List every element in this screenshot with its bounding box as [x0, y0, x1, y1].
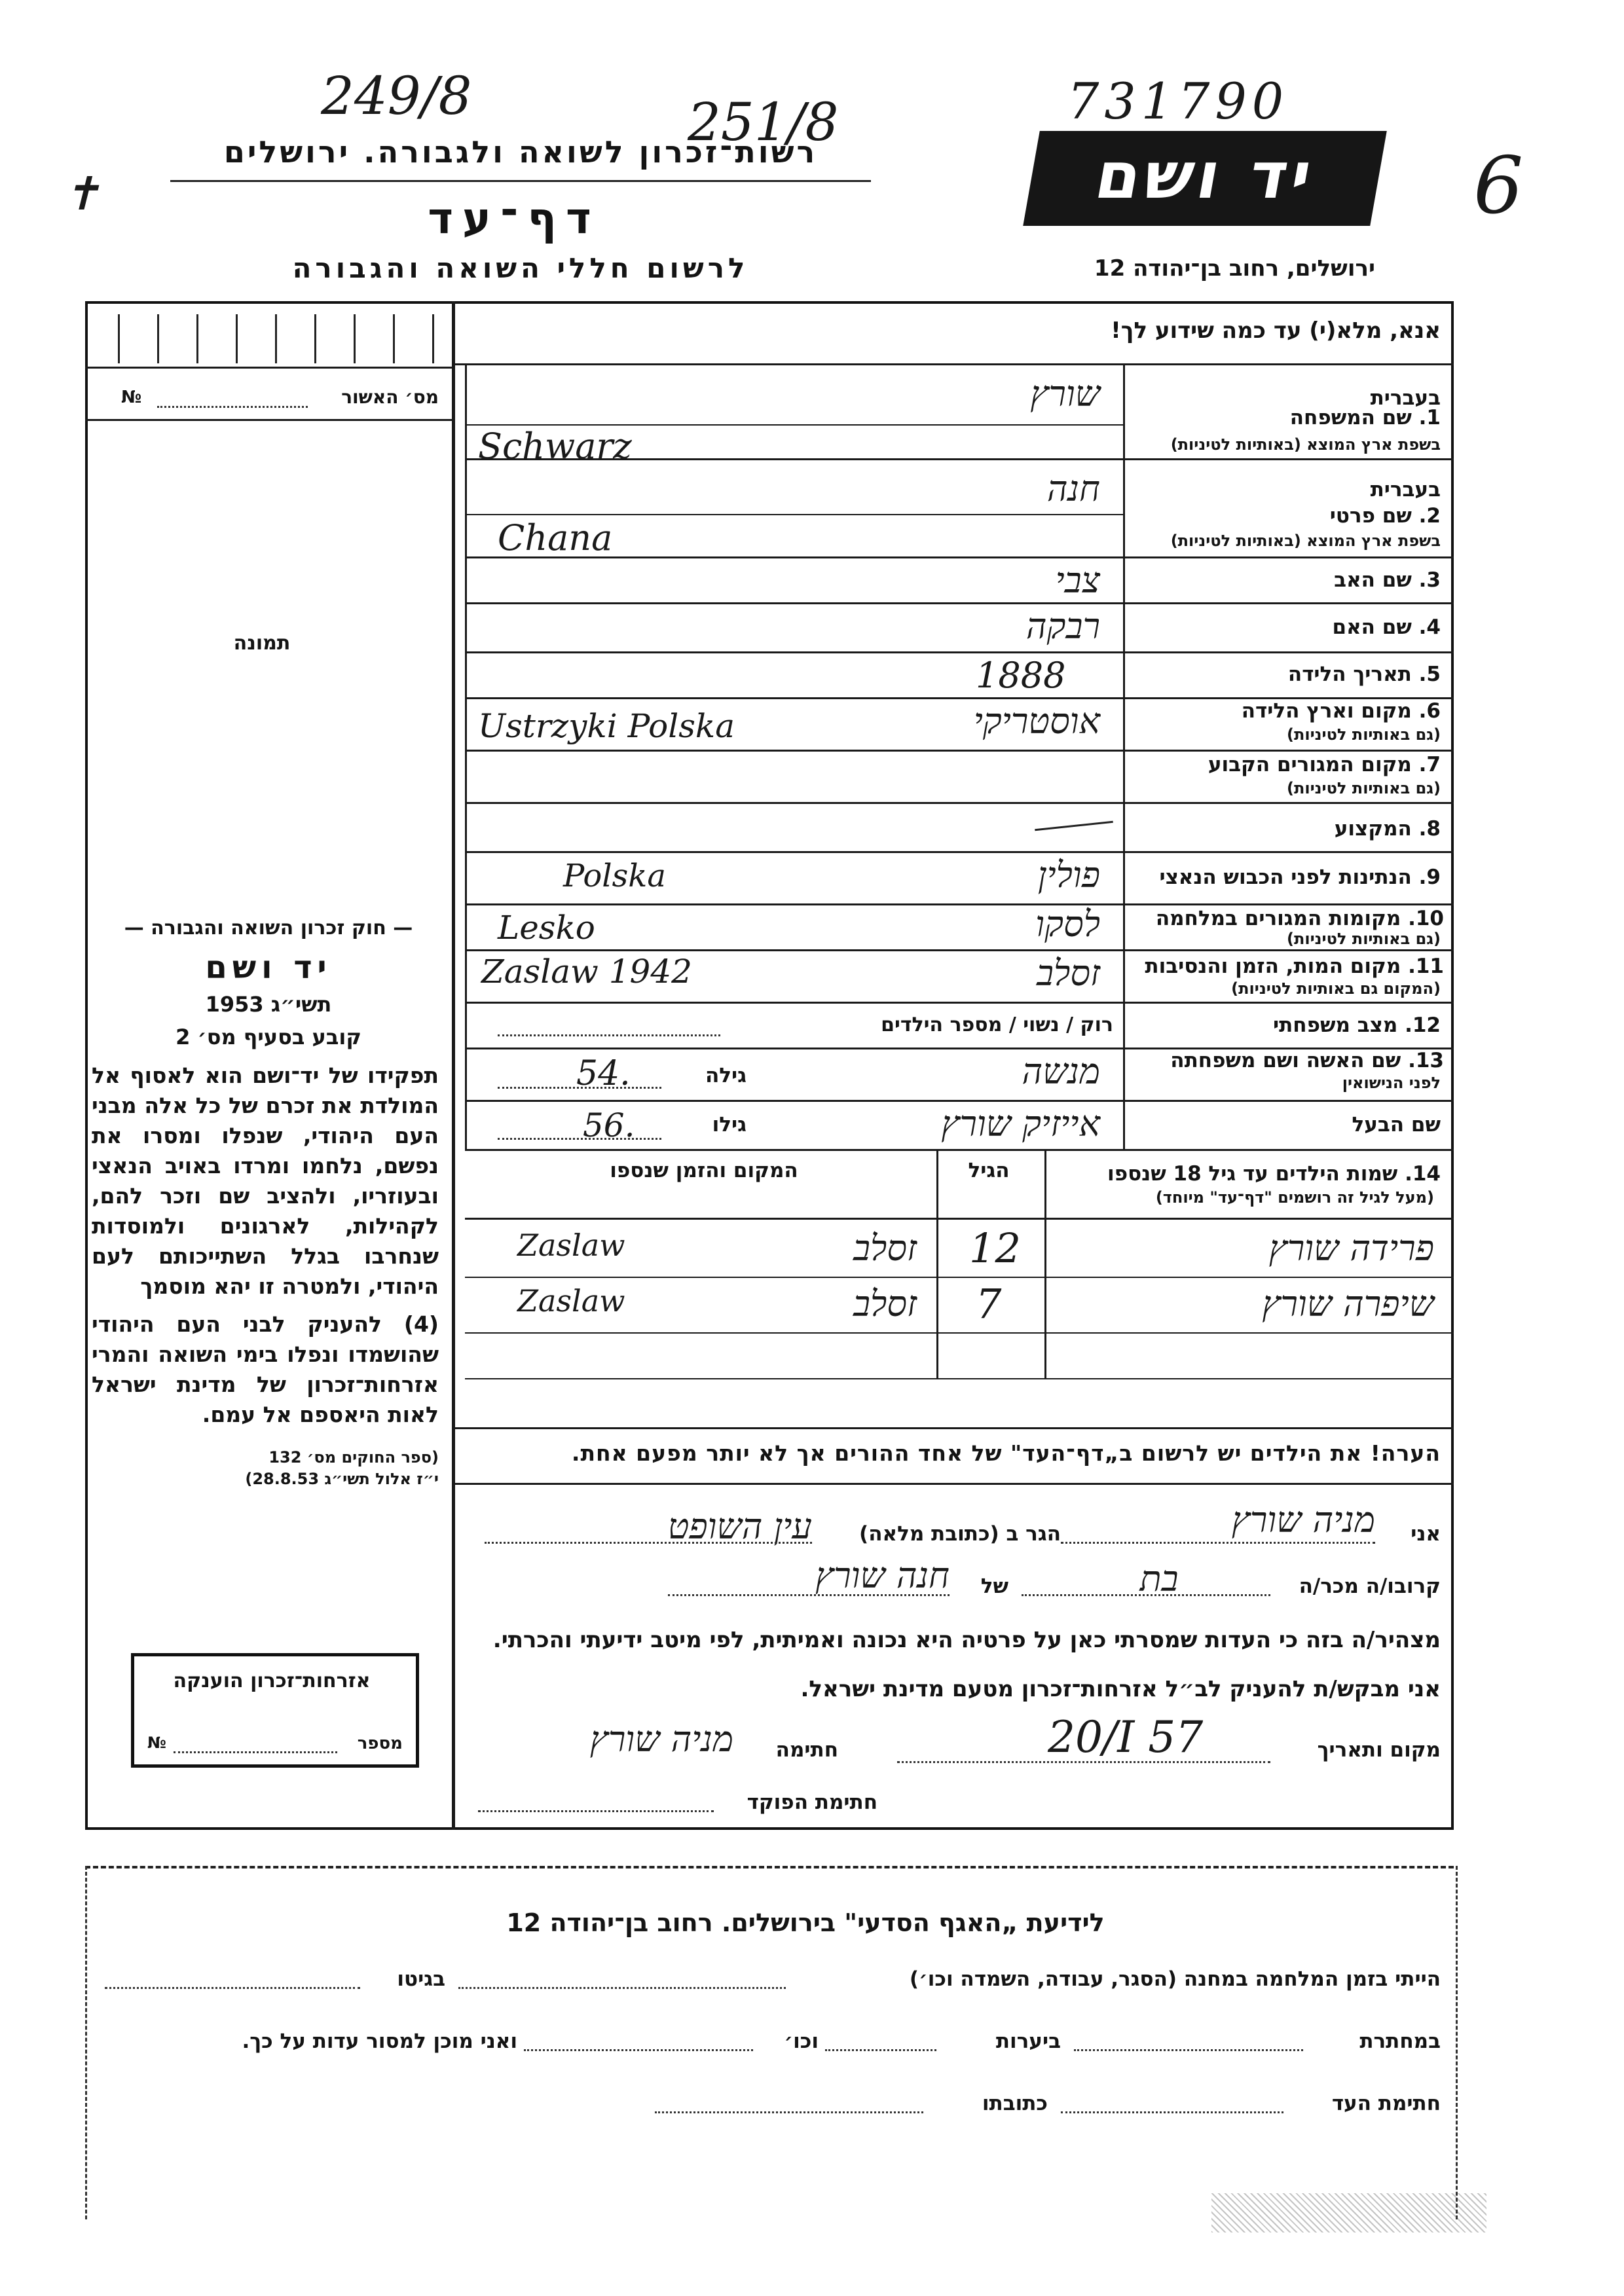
field-3-label [1139, 568, 1441, 592]
instruction-text: אנא, מלא(י) עד כמה שידוע לך! [1111, 318, 1441, 344]
top-left-ticks [118, 314, 439, 363]
row-line-7 [465, 802, 1454, 804]
field-6-num: 6. [1418, 699, 1441, 723]
date-value: 20/I 57 [1048, 1712, 1204, 1762]
field-7-sub: (גם באותיות לטיניות) [1287, 779, 1441, 797]
left-header-line [85, 367, 452, 369]
field-11-num: 11. [1408, 955, 1444, 978]
instruction-line [452, 363, 1454, 365]
field-1-sub: בשפת ארץ המוצא (באותיות לטיניות) [1170, 435, 1441, 454]
approval-number-line [157, 406, 308, 408]
bottom-title: לידיעת „האגף הסדעי" בירושלים. רחוב בן־יהודה 12 [506, 1908, 1105, 1937]
bottom-line2-dots-1 [1074, 2049, 1303, 2051]
declarant-name: מניה שורץ [1231, 1499, 1375, 1540]
relation-line [1022, 1594, 1270, 1596]
archive-number: 731790 [1067, 72, 1289, 130]
relative-of-value: חנה שורץ [815, 1555, 950, 1596]
bottom-line3-dots-2 [655, 2111, 923, 2113]
handwritten-reference-2: 251/8 [688, 92, 839, 153]
child-2-place-hebrew: זסלב [853, 1283, 917, 1324]
field-9-latin-value: Polska [563, 858, 666, 894]
bottom-line2-a: במחתרת [1359, 2030, 1441, 2053]
approval-no-label: № [121, 388, 142, 407]
field-12-name: מצב משפחתי [1272, 1013, 1398, 1037]
row-line-4 [465, 651, 1454, 653]
logo-text: יד ושם [1090, 139, 1321, 213]
field-9-name: הנתינות לפני הכבוש הנאצי [1159, 866, 1412, 889]
bottom-line2-d: ואני מוכן למסור עדות על כך. [242, 2030, 517, 2053]
field-10-label [1130, 907, 1444, 930]
children-heading: 14. שמות הילדים עד גיל 18 שנספו [1107, 1162, 1441, 1186]
form-title: דף־עד [428, 193, 600, 244]
field-12-label [1130, 1013, 1441, 1037]
children-col-divider-1 [1044, 1149, 1046, 1378]
field-13-name: שם האשה ושם משפחתה [1170, 1049, 1401, 1072]
place-date-label: מקום ותאריך [1317, 1738, 1441, 1762]
field-9-label [1130, 866, 1441, 889]
law-name: יד ושם [205, 949, 332, 986]
law-reference-1: (ספר החוקים מס׳ 132 [268, 1448, 439, 1467]
row-line-6 [465, 750, 1454, 752]
field-13-age-line [498, 1087, 661, 1089]
field-6-name: מקום וארץ הלידה [1241, 699, 1412, 723]
field-3-name: שם האב [1334, 568, 1412, 592]
field-11-label [1130, 955, 1444, 978]
field-13-age-value: 54. [576, 1054, 631, 1093]
field-2-sub: בשפת ארץ המוצא (באותיות לטיניות) [1170, 532, 1441, 550]
field-9-num: 9. [1418, 866, 1441, 889]
field-5-value: 1888 [976, 655, 1066, 696]
relative-of-line [668, 1594, 950, 1596]
law-section: קובע בסעיף מס׳ 2 [175, 1025, 361, 1049]
field-10-hebrew-value: לסקו [1035, 903, 1100, 945]
field-10-sub: (גם באותיות לטיניות) [1287, 930, 1441, 948]
field-13-sub: לפני הנישואין [1342, 1074, 1441, 1092]
bottom-line2-dots-3 [524, 2049, 753, 2051]
main-column-divider [452, 301, 455, 1830]
row-line-13 [465, 1100, 1454, 1102]
approval-label: מס׳ האשור [341, 386, 439, 408]
row-line-3 [465, 602, 1454, 604]
field-4-name: שם האם [1332, 615, 1412, 639]
husband-age-label: גילו [712, 1113, 747, 1137]
children-row-line-2 [465, 1332, 1454, 1334]
field-6-latin-value: Ustrzyki Polska [478, 707, 735, 745]
field-6-sub: (גם באותיות לטיניות) [1287, 725, 1441, 744]
child-2-name: שיפרה שורץ [1262, 1283, 1434, 1324]
field-5-name: תאריך הלידה [1287, 663, 1412, 686]
law-body: תפקידו של יד־ושם הוא לאסוף אל המולדת את זכרם של כל אלה מבני העם היהודי, שנפלו ומסרו את נפשם, נלחמו ומרדו באויב הנאצי ובעוזריו, ולהציב שם וזכר להם, לקהילות, לארגונים ולמוסדות שנחרבו בגלל השתייכותם לעם היהודי, ולמטרה זו יהא מוסמך [92, 1063, 439, 1299]
page-corner-number: 6 [1473, 141, 1524, 232]
law-clause-4: (4) להעניק לבני העם היהודי שהושמדו ונפלו בימי השואה והמרי אזרחות־זכרון של מדינת ישראל לאות היאספם אל עמם. [92, 1311, 439, 1427]
field-1-num: 1. [1418, 406, 1441, 429]
field-2-hebrew-value: חנה [1046, 468, 1100, 509]
child-1-name: פרידה שורץ [1268, 1228, 1434, 1269]
officer-label: חתימת הפוקד [747, 1791, 877, 1814]
field-10-num: 10. [1408, 907, 1444, 930]
declarant-address: עין השופט [667, 1506, 812, 1547]
declaration-text: מצהיר/ה בזה כי העדות שמסרתי כאן על פרטיה היא נכונה ואמיתית, לפי מיטב ידיעתי והכרתי. [492, 1627, 1441, 1653]
field-11-latin-value: Zaslaw 1942 [481, 953, 692, 991]
husband-age-value: 56. [583, 1106, 635, 1144]
row-line-14 [465, 1149, 1454, 1151]
field-12-options: רוק / נשוי / מספר הילדים [881, 1013, 1113, 1036]
bottom-line1-dots [458, 1987, 786, 1989]
field-5-label [1139, 663, 1441, 686]
law-reference-2: י״ז אלול תשי״ג 28.8.53) [245, 1470, 439, 1488]
field-2-lang-label: בעברית [1370, 478, 1441, 501]
husband-value: אייזיק שורץ [941, 1103, 1100, 1144]
citizenship-box [131, 1653, 419, 1768]
citizenship-no-label: № [147, 1734, 166, 1752]
field-4-label [1139, 615, 1441, 639]
field-5-num: 5. [1418, 663, 1441, 686]
authority-name: רשות־זכרון לשואה ולגבורה. ירושלים [223, 134, 818, 170]
row2-split [465, 514, 1123, 515]
children-row-line-3 [465, 1378, 1454, 1379]
date-line [897, 1761, 1270, 1763]
bottom-line2-c: וכו׳ [784, 2030, 819, 2053]
row-line-11 [465, 1002, 1454, 1004]
relation-value: בת [1139, 1558, 1179, 1599]
field-6-label [1139, 699, 1441, 723]
field-3-value: צבי [1055, 560, 1100, 601]
child-2-age: 7 [976, 1280, 1002, 1328]
scan-noise [1211, 2193, 1486, 2232]
field-12-num: 12. [1405, 1013, 1441, 1037]
child-1-place-hebrew: זסלב [853, 1228, 917, 1269]
declarant-address-line [485, 1542, 812, 1544]
relative-label: קרובו/ה מכר/ה [1299, 1575, 1441, 1598]
law-title: — חוק זכרון השואה והגבורה — [124, 917, 413, 939]
field-8-name: המקצוע [1334, 817, 1412, 841]
law-year: תשי״ג 1953 [205, 992, 332, 1017]
row-line-10 [465, 949, 1454, 951]
field-11-sub: (המקום גם באותיות לטיניות) [1231, 979, 1441, 998]
child-1-age: 12 [969, 1224, 1021, 1272]
declarant-ani: אני [1411, 1522, 1441, 1546]
field-2-latin-value: Chana [498, 517, 613, 558]
citizenship-number-line [174, 1751, 337, 1753]
row-line-8 [465, 851, 1454, 853]
value-left-divider [465, 363, 467, 1149]
declarant-resides-label: הגר ב (כתובת מלאה) [859, 1522, 1061, 1546]
yad-vashem-logo [1023, 131, 1387, 226]
bottom-line2-dots-2 [825, 2049, 936, 2051]
bottom-line3-dots-1 [1061, 2111, 1283, 2113]
margin-mark: ✝ [62, 167, 101, 221]
field-13-age-label: גילה [705, 1064, 747, 1087]
children-col-place: המקום והזמן שנספו [610, 1159, 798, 1182]
citizenship-box-title: אזרחות־זכרון הוענקה [173, 1669, 371, 1692]
field-4-value: רבקה [1025, 606, 1100, 647]
approval-bottom-line [85, 419, 452, 421]
bottom-line1-b: בגיטו [397, 1967, 445, 1991]
field-1-name: שם המשפחה [1289, 406, 1412, 429]
child-2-place-latin: Zaslaw [517, 1283, 625, 1319]
photo-label: תמונה [233, 632, 291, 655]
bottom-line3-a: חתימת העד [1331, 2092, 1441, 2115]
signature-value: מניה שורץ [589, 1719, 733, 1760]
signature-label: חתימה [775, 1738, 838, 1762]
field-2-label [1139, 504, 1441, 528]
field-1-hebrew-value: שורץ [1030, 373, 1100, 414]
field-2-num: 2. [1418, 504, 1441, 528]
address: ירושלים, רחוב בן־יהודה 12 [1094, 255, 1375, 282]
bottom-line1-dots-2 [105, 1987, 360, 1989]
husband-age-line [498, 1138, 661, 1140]
field-11-hebrew-value: זסלב [1036, 953, 1100, 994]
form-subtitle: לרשום חללי השואה והגבורה [292, 252, 749, 284]
children-col-age: הגיל [968, 1159, 1010, 1182]
field-2-name: שם פרטי [1329, 504, 1412, 528]
label-column-divider [1123, 363, 1125, 1149]
child-1-place-latin: Zaslaw [517, 1228, 625, 1263]
authority-underline [170, 180, 871, 182]
children-row-line-1 [465, 1277, 1454, 1278]
note-bottom-line [452, 1483, 1454, 1485]
field-9-hebrew-value: פולין [1037, 854, 1100, 896]
field-11-name: מקום המות, הזמן והנסיבות [1145, 955, 1401, 978]
citizenship-number-label: מספר [357, 1734, 403, 1753]
children-note: הערה! את הילדים יש לרשום ב„דף־העד" של אחד ההורים אך לא יותר מפעם אחת. [571, 1440, 1441, 1466]
field-10-latin-value: Lesko [498, 909, 595, 947]
declarant-name-line [1061, 1542, 1375, 1544]
field-7-name: מקום המגורים הקבוע [1208, 753, 1412, 776]
field-6-hebrew-value: אוסטריקי [973, 701, 1100, 742]
field-1-lang-label: בעברית [1370, 386, 1441, 410]
bottom-line1-a: הייתי בזמן המלחמה במחנה (הסגר, עבודה, השמדה וכו׳) [909, 1967, 1441, 1991]
field-7-label [1139, 753, 1441, 776]
field-8-num: 8. [1418, 817, 1441, 841]
field-1-label [1139, 406, 1441, 429]
of-label: של [980, 1575, 1008, 1598]
field-3-num: 3. [1418, 568, 1441, 592]
children-col-divider-2 [936, 1149, 938, 1378]
children-header-line [465, 1218, 1454, 1220]
field-13-num: 13. [1408, 1049, 1444, 1072]
bottom-line2-b: ביערות [995, 2030, 1061, 2053]
field-4-num: 4. [1418, 615, 1441, 639]
field-1-latin-value: Schwarz [478, 426, 632, 467]
row-line-2 [465, 556, 1454, 558]
handwritten-reference-1: 249/8 [321, 65, 472, 126]
children-bottom-line [452, 1427, 1454, 1429]
field-8-label [1139, 817, 1441, 841]
field-13-label [1130, 1049, 1444, 1072]
field-12-line [498, 1034, 720, 1036]
children-heading-sub: (מעל לגיל זה רושמים "דף־עד" מיוחד) [1155, 1188, 1434, 1207]
request-text: אני מבקש/ת להעניק לב״ל אזרחות־זכרון מטעם מדינת ישראל. [800, 1676, 1441, 1702]
husband-label: שם הבעל [1352, 1113, 1441, 1137]
officer-line [478, 1810, 714, 1812]
field-7-num: 7. [1418, 753, 1441, 776]
field-10-name: מקומות המגורים במלחמה [1155, 907, 1401, 930]
field-13-hebrew-value: מנשה [1022, 1051, 1100, 1092]
bottom-line3-b: כתובתו [982, 2092, 1048, 2115]
